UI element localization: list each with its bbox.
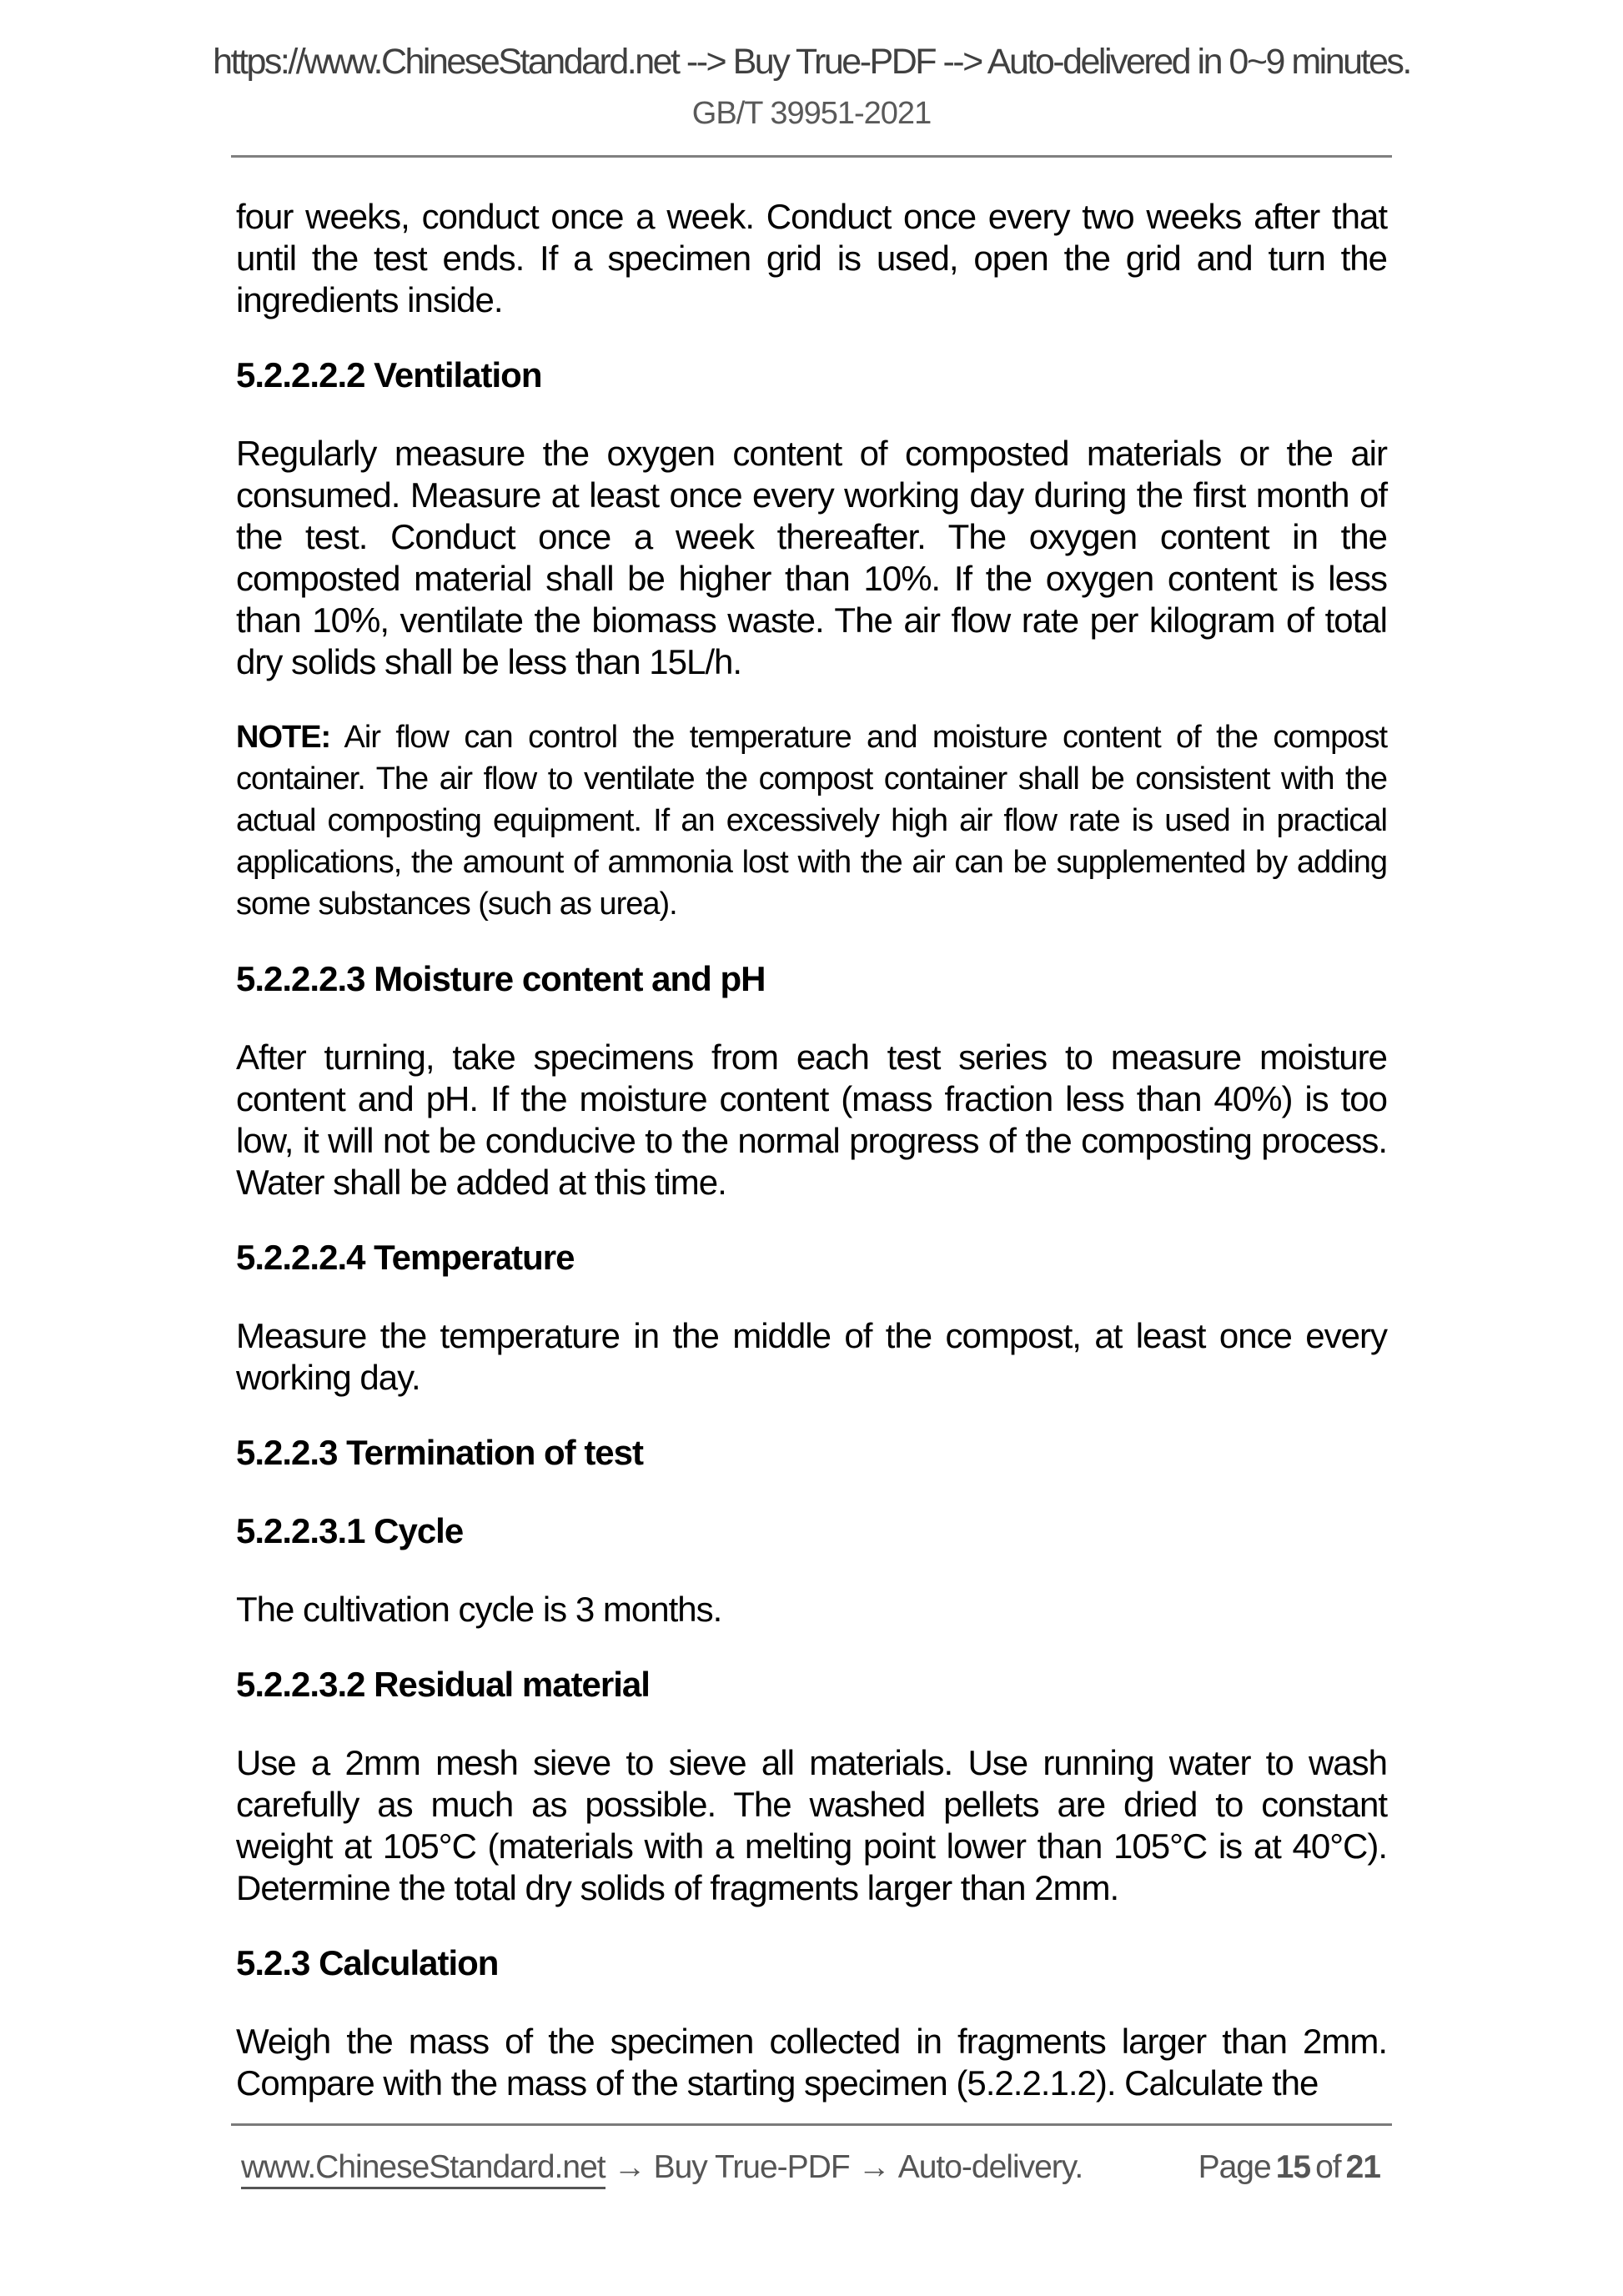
paragraph: Regularly measure the oxygen content of composted materials or the air consumed. Measure at least once every working day during the first month of the test. Conduct once a week thereafter. The oxygen content in the composted material shall be higher than 10%. If the oxygen content is less than 10%, ventilate the biomass waste. The air flow rate per kilogram of total dry solids shall be less than 15L/h.: [236, 434, 1387, 681]
footer-divider: [231, 2123, 1392, 2126]
section-heading-ventilation: 5.2.2.2.2 Ventilation: [236, 355, 542, 394]
footer-left: [241, 2148, 1083, 2188]
footer-delivery: Auto-delivery.: [897, 2149, 1083, 2185]
page-label: Page: [1198, 2149, 1271, 2185]
footer-row: [231, 2148, 1392, 2188]
section-heading-cycle: 5.2.2.3.1 Cycle: [236, 1511, 464, 1550]
section-heading-moisture-content-and-ph: 5.2.2.2.3 Moisture content and pH: [236, 959, 766, 998]
footer-cta: Buy True-PDF: [653, 2149, 850, 2185]
section-heading-calculation: 5.2.3 Calculation: [236, 1943, 499, 1982]
page-current: 15: [1275, 2149, 1311, 2185]
header-divider: [231, 155, 1392, 158]
page-header: [0, 0, 1623, 158]
arrow-right-icon: →: [857, 2149, 890, 2185]
section-heading-residual-material: 5.2.2.3.2 Residual material: [236, 1665, 650, 1704]
page-footer: [231, 2123, 1392, 2296]
section-heading-termination-of-test: 5.2.2.3 Termination of test: [236, 1433, 644, 1472]
document-body: [236, 196, 1387, 2104]
paragraph: The cultivation cycle is 3 months.: [236, 1590, 722, 1629]
standard-number: GB/T 39951-2021: [691, 96, 932, 131]
footer-site-link[interactable]: www.ChineseStandard.net: [241, 2149, 605, 2189]
arrow-right-icon: →: [613, 2149, 646, 2185]
page-total: 21: [1345, 2149, 1380, 2185]
paragraph: four weeks, conduct once a week. Conduct once every two weeks after that until the test ends. If a specimen grid is used, open the grid and turn the ingredients inside.: [236, 197, 1387, 319]
paragraph: After turning, take specimens from each test series to measure moisture content and pH. If the moisture content (mass fraction less than 40%) is too low, it will not be conducive to the normal progress of the composting process. Water shall be added at this time.: [236, 1037, 1387, 1202]
header-url-line: https://www.ChineseStandard.net --> Buy True-PDF --> Auto-delivered in 0~9 minutes.: [213, 42, 1410, 82]
note-label: NOTE:: [236, 720, 331, 755]
footer-page-info: [1198, 2148, 1385, 2188]
section-heading-temperature: 5.2.2.2.4 Temperature: [236, 1238, 575, 1277]
of-label: of: [1315, 2149, 1341, 2185]
note-paragraph: [236, 716, 1387, 925]
paragraph: Measure the temperature in the middle of the compost, at least once every working day.: [236, 1316, 1387, 1397]
note-text: Air flow can control the temperature and moisture content of the compost container. The air flow to ventilate the compost container shall be consistent with the actual composting equipment. If an excessively high air flow rate is used in practical applications, the amount of ammonia lost with the air can be supplemented by adding some substances (such as urea).: [236, 720, 1388, 922]
paragraph: Use a 2mm mesh sieve to sieve all materials. Use running water to wash carefully as much as possible. The washed pellets are dried to constant weight at 105°C (materials with a melting point lower than 105°C is at 40°C). Determine the total dry solids of fragments larger than 2mm.: [236, 1743, 1387, 1907]
paragraph: Weigh the mass of the specimen collected in fragments larger than 2mm. Compare with the mass of the starting specimen (5.2.2.1.2). Calculate the: [236, 2022, 1387, 2103]
